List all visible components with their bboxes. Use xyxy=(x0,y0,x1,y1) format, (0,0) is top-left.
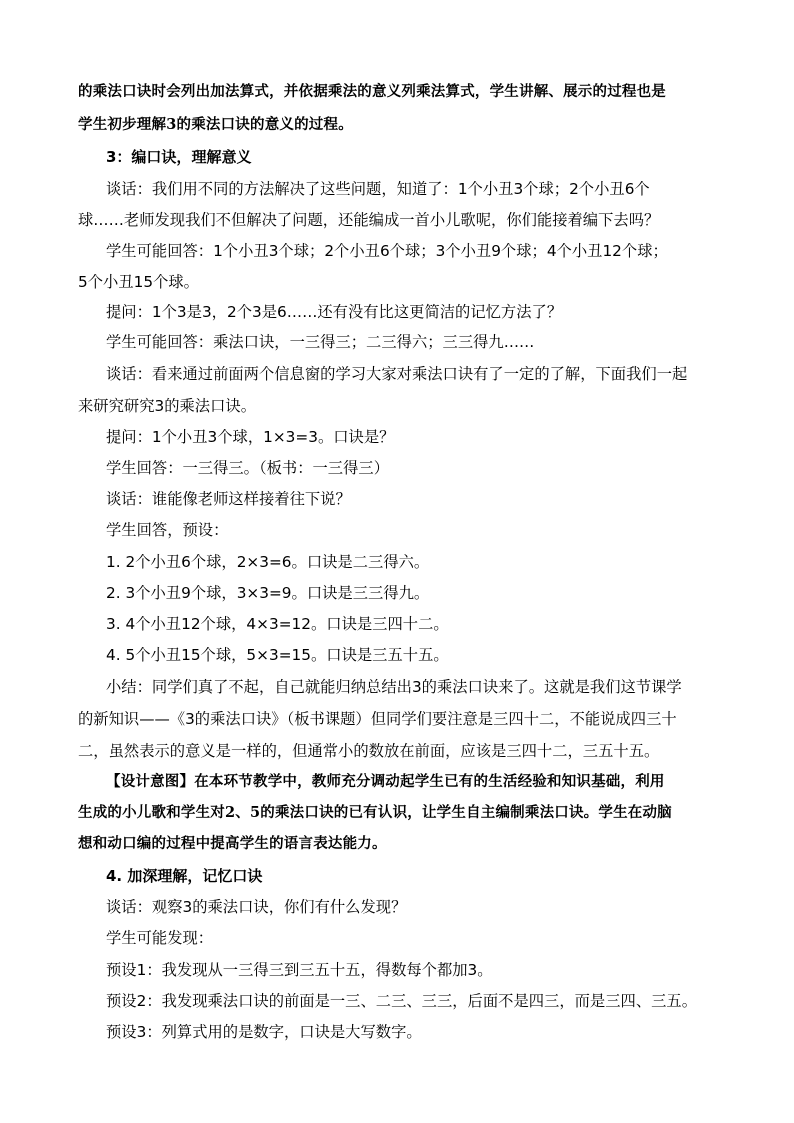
text-line: 学生初步理解3的乘法口诀的意义的过程。 xyxy=(78,116,353,133)
text-line: 二，虽然表示的意义是一样的，但通常小的数放在前面，应该是三四十二，三五十五。 xyxy=(78,742,660,760)
list-item: 4. 5个小丑15个球，5×3=15。口诀是三五十五。 xyxy=(106,646,449,664)
text-line: 学生回答：一三得三。（板书：一三得三） xyxy=(106,459,389,477)
list-item: 1. 2个小丑6个球，2×3=6。口诀是二三得六。 xyxy=(106,553,430,571)
text-line: 谈话：我们用不同的方法解决了这些问题，知道了：1个小丑3个球；2个小丑6个 xyxy=(106,180,650,198)
text-line: 学生可能回答：乘法口诀，一三得三；二三得六；三三得九…… xyxy=(106,333,535,351)
text-line: 预设2：我发现乘法口诀的前面是一三、二三、三三，后面不是四三，而是三四、三五。 xyxy=(106,992,698,1010)
text-line: 谈话：谁能像老师这样接着往下说？ xyxy=(106,490,351,508)
text-line: 球……老师发现我们不但解决了问题，还能编成一首小儿歌呢，你们能接着编下去吗？ xyxy=(78,211,660,229)
section-heading: 4. 加深理解，记忆口诀 xyxy=(106,867,263,885)
text-line: 学生回答，预设： xyxy=(106,521,229,539)
text-line: 预设1：我发现从一三得三到三五十五，得数每个都加3。 xyxy=(106,961,493,979)
text-line: 谈话：观察3的乘法口诀，你们有什么发现？ xyxy=(106,898,407,916)
list-item: 3. 4个小丑12个球，4×3=12。口诀是三四十二。 xyxy=(106,615,449,633)
text-line: 的新知识——《3的乘法口诀》（板书课题）但同学们要注意是三四十二，不能说成四三十 xyxy=(78,710,677,728)
text-line: 5个小丑15个球。 xyxy=(78,273,199,291)
text-line: 提问：1个3是3，2个3是6……还有没有比这更简洁的记忆方法了？ xyxy=(106,303,563,321)
design-intent-line: 【设计意图】在本环节教学中，教师充分调动起学生已有的生活经验和知识基础，利用 xyxy=(106,773,665,790)
text-line: 预设3：列算式用的是数字，口诀是大写数字。 xyxy=(106,1023,422,1041)
list-item: 2. 3个小丑9个球，3×3=9。口诀是三三得九。 xyxy=(106,584,430,602)
text-line: 提问：1个小丑3个球，1×3=3。口诀是？ xyxy=(106,428,395,446)
section-heading: 3：编口诀，理解意义 xyxy=(106,148,252,166)
text-line: 来研究研究3的乘法口诀。 xyxy=(78,397,256,415)
text-line: 小结：同学们真了不起，自己就能归纳总结出3的乘法口诀来了。这就是我们这节课学 xyxy=(106,678,682,696)
design-intent-line: 想和动口编的过程中提高学生的语言表达能力。 xyxy=(78,835,387,852)
design-intent-line: 生成的小儿歌和学生对2、5的乘法口诀的已有认识，让学生自主编制乘法口诀。学生在动脑 xyxy=(78,804,672,821)
text-line: 学生可能回答：1个小丑3个球；2个小丑6个球；3个小丑9个球；4个小丑12个球； xyxy=(106,242,668,260)
text-line: 学生可能发现： xyxy=(106,929,214,947)
text-line: 谈话：看来通过前面两个信息窗的学习大家对乘法口诀有了一定的了解，下面我们一起 xyxy=(106,365,688,383)
text-line: 的乘法口诀时会列出加法算式，并依据乘法的意义列乘法算式，学生讲解、展示的过程也是 xyxy=(78,83,666,100)
